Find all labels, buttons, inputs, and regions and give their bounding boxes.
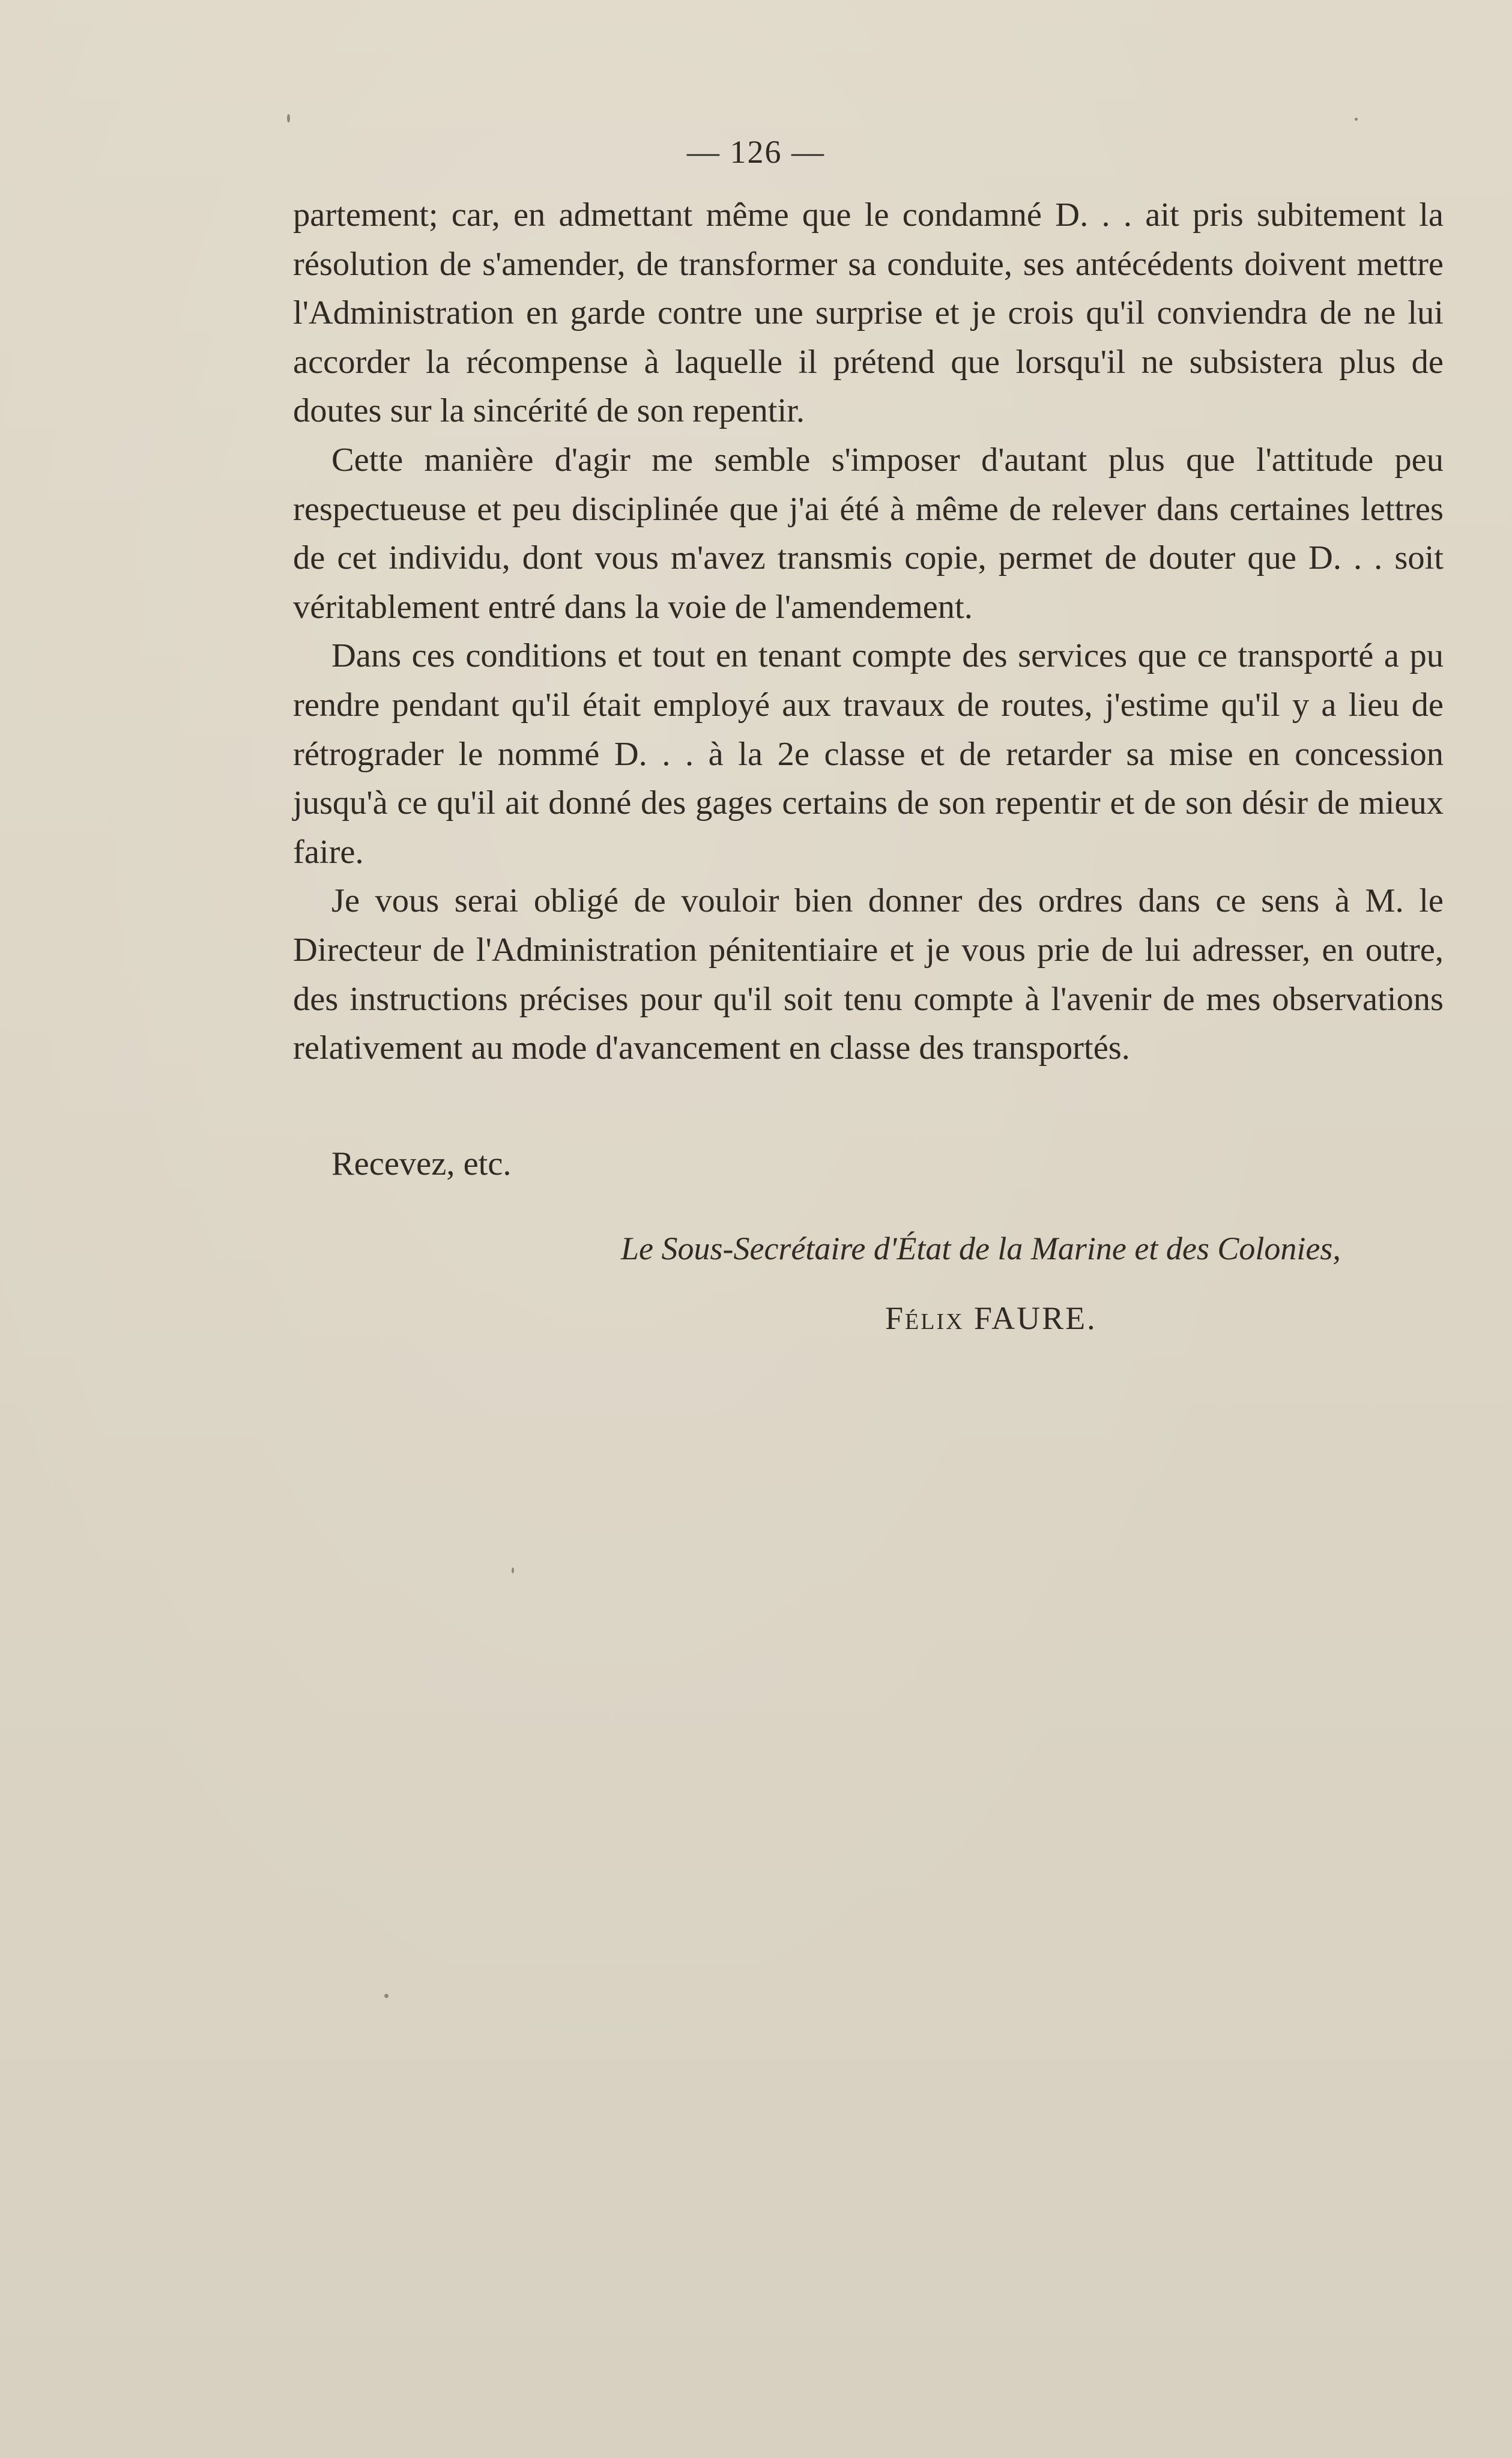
paper-speck: [384, 1994, 389, 1998]
paragraph-4: Je vous serai obligé de vouloir bien donner des ordres dans ce sens à M. le Directeur de l'Administration pénitentiaire et je vous prie de lui adresser, en outre, des instructions précises pour qu'il soit tenu compte à l'avenir de mes observations relativement au mode d'avancement en classe des transportés.: [293, 882, 1444, 1067]
letter-body: [293, 191, 1444, 1073]
signatory-title: Le Sous-Secrétaire d'État de la Marine et des Colonies,: [621, 1231, 1341, 1267]
paragraph-2: Cette manière d'agir me semble s'imposer d'autant plus que l'attitude peu respectueuse et peu disciplinée que j'ai été à même de relever dans certaines lettres de cet individu, dont vous m'avez transmis copie, permet de douter que D. . . soit véritablement entré dans la voie de l'amendement.: [293, 441, 1444, 626]
paper-speck: [1355, 118, 1358, 121]
paper-speck: [512, 1567, 514, 1573]
paragraph-1: partement; car, en admettant même que le condamné D. . . ait pris subitement la résolution de s'amender, de transformer sa conduite, ses antécédents doivent mettre l'Administration en garde contre une surprise et je crois qu'il conviendra de ne lui accorder la récompense à laquelle il prétend que lorsqu'il ne subsistera plus de doutes sur la sincérité de son repentir.: [293, 196, 1444, 430]
signatory-name: Félix FAURE.: [885, 1300, 1097, 1336]
page-number: — 126 —: [687, 134, 825, 170]
paragraph-3: Dans ces conditions et tout en tenant compte des services que ce transporté a pu rendre pendant qu'il était employé aux travaux de routes, j'estime qu'il y a lieu de rétrograder le nommé D. . . à la 2e classe et de retarder sa mise en concession jusqu'à ce qu'il ait donné des gages certains de son repentir et de son désir de mieux faire.: [293, 637, 1444, 871]
closing-formula: Recevez, etc.: [331, 1145, 512, 1182]
paper-speck: [287, 114, 290, 123]
